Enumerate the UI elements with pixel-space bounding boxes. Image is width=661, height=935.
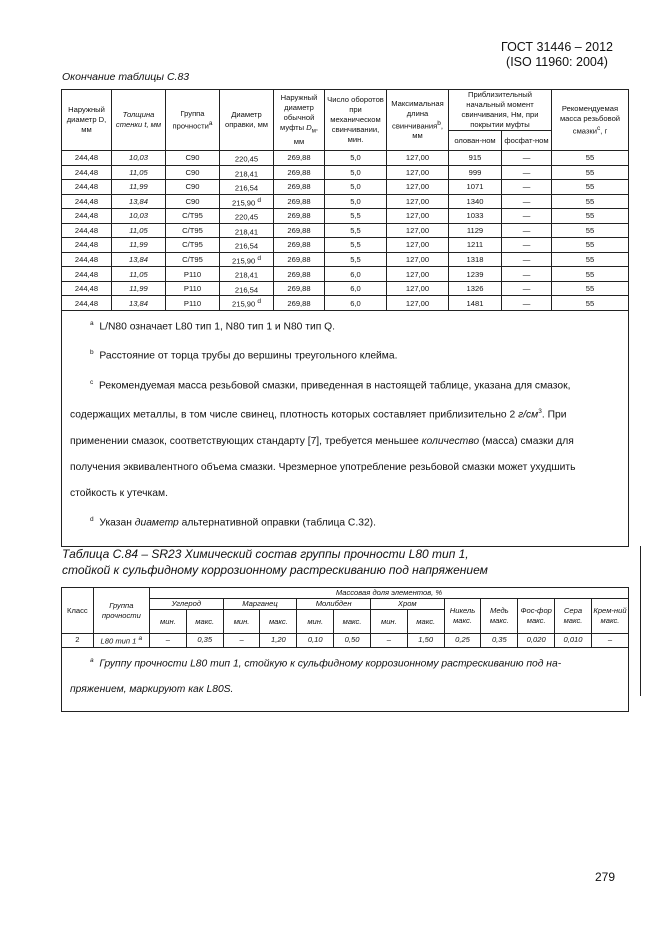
table-cell: C/T95: [166, 223, 220, 238]
header-tin-coating: олован-ном: [449, 131, 502, 151]
row-value: 1,50: [407, 634, 444, 648]
table-cell: 11,99: [112, 281, 166, 296]
table-row: [62, 165, 629, 180]
table-cell: 6,0: [325, 267, 387, 282]
table-cell: 244,48: [62, 165, 112, 180]
note-c-line3: применении смазок, соответствующих стандарту [7], требуется меньшее количество (масса) смазки для: [70, 435, 574, 447]
table-cell: 127,00: [387, 165, 449, 180]
table-cell: 244,48: [62, 180, 112, 195]
header-mass-fraction: Массовая доля элементов, %: [149, 588, 628, 599]
table-cell: 1033: [449, 209, 502, 224]
table-cell: 244,48: [62, 194, 112, 209]
table-row: [62, 209, 629, 224]
header-nickel: Никель макс.: [444, 599, 481, 634]
table-cell: 13,84: [112, 296, 166, 311]
table-cell: 244,48: [62, 252, 112, 267]
table-cell: 55: [552, 296, 629, 311]
table-cell: C/T95: [166, 252, 220, 267]
table-cell: 127,00: [387, 238, 449, 253]
table-row: [62, 296, 629, 311]
table-cell: 1129: [449, 223, 502, 238]
table-cell: 6,0: [325, 296, 387, 311]
note-d: $^d$ Указан диаметр альтернативной оправки (таблица С.32).: [90, 515, 376, 528]
table-cell: C/T95: [166, 238, 220, 253]
table-cell: 10,03: [112, 209, 166, 224]
table-cell: C90: [166, 165, 220, 180]
table-83-caption: Окончание таблицы С.83: [62, 71, 190, 83]
header-wall-thickness: Толщина стенки t, мм: [112, 90, 166, 151]
table-cell: —: [502, 252, 552, 267]
table-cell: —: [502, 281, 552, 296]
table-cell: 6,0: [325, 281, 387, 296]
table-cell: 269,88: [274, 252, 325, 267]
table-cell: 55: [552, 223, 629, 238]
table-cell: 55: [552, 281, 629, 296]
table-cell: 215,90 $^d$: [220, 194, 274, 209]
table-cell: C90: [166, 194, 220, 209]
note-c-line4: получения эквивалентного объема смазки. Чрезмерное употребление резьбовой смазки может ухудшить: [70, 461, 576, 473]
header-min: мин.: [223, 610, 260, 634]
row-value: 0,020: [518, 634, 555, 648]
table-cell: 5,0: [325, 194, 387, 209]
table-84-notes: [62, 647, 629, 711]
row-value: 0,50: [334, 634, 371, 648]
table-cell: 269,88: [274, 267, 325, 282]
header-coupling-diameter: Наружный диаметр обычной муфты $D_м$, мм: [274, 90, 325, 151]
row-group: L80 тип 1 $^a$: [93, 634, 149, 648]
table-cell: 5,5: [325, 238, 387, 253]
row-value: 0,35: [481, 634, 518, 648]
table-cell: 5,5: [325, 252, 387, 267]
table-cell: —: [502, 209, 552, 224]
table-cell: 5,0: [325, 165, 387, 180]
table-row: [62, 180, 629, 195]
table-cell: 915: [449, 151, 502, 166]
header-max: макс.: [186, 610, 223, 634]
table-cell: 1318: [449, 252, 502, 267]
table-cell: 244,48: [62, 267, 112, 282]
table-c83: [61, 89, 629, 547]
table-cell: 127,00: [387, 180, 449, 195]
table-cell: 269,88: [274, 296, 325, 311]
table-cell: 215,90 $^d$: [220, 296, 274, 311]
table-cell: 11,05: [112, 223, 166, 238]
table-cell: 216,54: [220, 281, 274, 296]
header-class: Класс: [62, 588, 94, 634]
table-cell: 11,99: [112, 180, 166, 195]
table-cell: 127,00: [387, 194, 449, 209]
table-cell: C/T95: [166, 209, 220, 224]
header-copper: Медь макс.: [481, 599, 518, 634]
table-cell: 11,05: [112, 165, 166, 180]
table-row: [62, 223, 629, 238]
table-84-caption: [62, 546, 488, 578]
table-c84: [61, 587, 629, 712]
table-cell: 1211: [449, 238, 502, 253]
table-cell: 999: [449, 165, 502, 180]
header-max: макс.: [407, 610, 444, 634]
row-value: 1,20: [260, 634, 297, 648]
table-cell: —: [502, 180, 552, 195]
header-mandrel-diameter: Диаметр оправки, мм: [220, 90, 274, 151]
table-cell: 5,5: [325, 209, 387, 224]
note-c-line2: содержащих металлы, в том числе свинец, плотность которых составляет приблизительно 2 $г/см^3$. При: [70, 408, 567, 421]
table-cell: 5,5: [325, 223, 387, 238]
row-value: 0,010: [555, 634, 592, 648]
table-cell: 55: [552, 209, 629, 224]
header-turns: Число оборотов при механическом свинчивании, мин.: [325, 90, 387, 151]
table-cell: 55: [552, 151, 629, 166]
page-number: 279: [595, 870, 616, 884]
header-strength-group: Группа прочности$^a$: [166, 90, 220, 151]
note-c-line5: стойкость к утечкам.: [70, 487, 168, 499]
note-84-a-line2: пряжением, маркируют как L80S.: [70, 683, 234, 695]
header-max-length: Максимальная длина свинчивания$^b$, мм: [387, 90, 449, 151]
table-row: [62, 267, 629, 282]
table-cell: 1239: [449, 267, 502, 282]
table-cell: 244,48: [62, 223, 112, 238]
table-cell: P110: [166, 267, 220, 282]
table-cell: 5,0: [325, 180, 387, 195]
header-outer-diameter: Наружный диаметр D, мм: [62, 90, 112, 151]
header-molybdenum: Молибден: [297, 599, 371, 610]
table-cell: 127,00: [387, 209, 449, 224]
header-max: макс.: [260, 610, 297, 634]
table-cell: 244,48: [62, 238, 112, 253]
table-cell: 127,00: [387, 223, 449, 238]
table-cell: 55: [552, 165, 629, 180]
note-c: $^c$ Рекомендуемая масса резьбовой смазки, приведенная в настоящей таблице, указана для смазок,: [90, 378, 571, 392]
row-value: –: [223, 634, 260, 648]
table-cell: 218,41: [220, 267, 274, 282]
table-cell: 127,00: [387, 267, 449, 282]
table-84-caption-line1: Таблица С.84 – SR23 Химический состав группы прочности L80 тип 1,: [62, 547, 469, 561]
row-value: 0,25: [444, 634, 481, 648]
table-cell: 127,00: [387, 296, 449, 311]
table-cell: 220,45: [220, 151, 274, 166]
table-cell: 1326: [449, 281, 502, 296]
table-row: [62, 252, 629, 267]
standard-number: ГОСТ 31446 – 2012: [501, 40, 613, 54]
row-value: 0,35: [186, 634, 223, 648]
table-cell: 13,84: [112, 252, 166, 267]
table-cell: 244,48: [62, 281, 112, 296]
table-row: [62, 281, 629, 296]
row-value: 0,10: [297, 634, 334, 648]
table-cell: 269,88: [274, 209, 325, 224]
iso-reference: (ISO 11960: 2004): [506, 55, 608, 69]
table-cell: 244,48: [62, 151, 112, 166]
table-cell: 1481: [449, 296, 502, 311]
table-cell: 11,99: [112, 238, 166, 253]
table-cell: —: [502, 267, 552, 282]
header-chromium: Хром: [370, 599, 444, 610]
row-class: 2: [62, 634, 94, 648]
note-84-a: $^a$ Группу прочности L80 тип 1, стойкую к сульфидному коррозионному растрескиванию под на-: [90, 656, 562, 669]
table-cell: 216,54: [220, 238, 274, 253]
table-cell: 10,03: [112, 151, 166, 166]
table-cell: 11,05: [112, 267, 166, 282]
table-cell: 1071: [449, 180, 502, 195]
table-cell: 269,88: [274, 281, 325, 296]
table-cell: 218,41: [220, 165, 274, 180]
table-cell: —: [502, 296, 552, 311]
table-cell: 127,00: [387, 252, 449, 267]
table-cell: 127,00: [387, 151, 449, 166]
header-torque: Приблизительный начальный момент свинчивания, Нм, при покрытии муфты: [449, 90, 552, 131]
table-cell: 55: [552, 267, 629, 282]
row-value: –: [149, 634, 186, 648]
header-group: Группа прочности: [93, 588, 149, 634]
table-cell: 218,41: [220, 223, 274, 238]
note-a: $^a$ L/N80 означает L80 тип 1, N80 тип 1 и N80 тип Q.: [90, 319, 336, 333]
table-cell: 55: [552, 194, 629, 209]
table-cell: 269,88: [274, 194, 325, 209]
table-84-caption-line2: стойкой к сульфидному коррозионному растрескиванию под напряжением: [62, 563, 488, 577]
header-max: макс.: [334, 610, 371, 634]
table-cell: 269,88: [274, 223, 325, 238]
header-min: мин.: [297, 610, 334, 634]
table-cell: 269,88: [274, 165, 325, 180]
table-cell: 13,84: [112, 194, 166, 209]
table-cell: 269,88: [274, 180, 325, 195]
table-cell: P110: [166, 281, 220, 296]
header-manganese: Марганец: [223, 599, 297, 610]
table-row: [62, 151, 629, 166]
table-cell: 216,54: [220, 180, 274, 195]
row-value: –: [370, 634, 407, 648]
table-cell: 215,90 $^d$: [220, 252, 274, 267]
header-phosphorus: Фос-фор макс.: [518, 599, 555, 634]
table-cell: —: [502, 194, 552, 209]
header-phosphate-coating: фосфат-ном: [502, 131, 552, 151]
table-83-notes: [62, 310, 629, 546]
table-cell: 127,00: [387, 281, 449, 296]
table-cell: P110: [166, 296, 220, 311]
table-cell: —: [502, 238, 552, 253]
table-cell: 244,48: [62, 296, 112, 311]
table-row: [62, 238, 629, 253]
table-cell: 269,88: [274, 238, 325, 253]
table-cell: —: [502, 165, 552, 180]
table-row: [62, 194, 629, 209]
header-min: мин.: [370, 610, 407, 634]
table-cell: 244,48: [62, 209, 112, 224]
table-cell: 269,88: [274, 151, 325, 166]
note-b: $^b$ Расстояние от торца трубы до вершины треугольного клейма.: [90, 349, 398, 362]
table-cell: C90: [166, 180, 220, 195]
table-cell: —: [502, 223, 552, 238]
table-cell: 55: [552, 252, 629, 267]
table-cell: 55: [552, 238, 629, 253]
header-lubricant: Рекомендуемая масса резьбовой смазки$^c$, г: [552, 90, 629, 151]
table-cell: 5,0: [325, 151, 387, 166]
header-min: мин.: [149, 610, 186, 634]
header-carbon: Углерод: [149, 599, 223, 610]
header-silicon: Крем-ний макс.: [591, 599, 628, 634]
table-cell: —: [502, 151, 552, 166]
margin-rule: [640, 546, 641, 696]
document-header: [501, 40, 613, 70]
table-cell: C90: [166, 151, 220, 166]
table-cell: 220,45: [220, 209, 274, 224]
row-value: –: [591, 634, 628, 648]
header-sulfur: Сера макс.: [555, 599, 592, 634]
table-cell: 55: [552, 180, 629, 195]
table-cell: 1340: [449, 194, 502, 209]
